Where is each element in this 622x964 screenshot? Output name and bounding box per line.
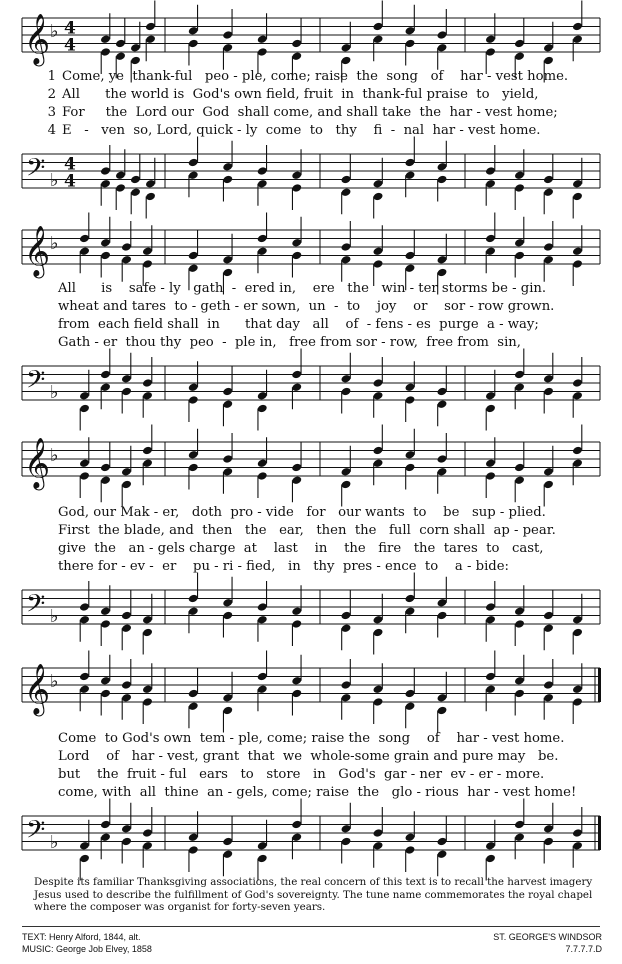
- svg-text:♭: ♭: [50, 170, 59, 191]
- svg-text:♭: ♭: [50, 606, 59, 627]
- svg-text:♭: ♭: [50, 832, 59, 853]
- lyric-line: God, our Mak - er, doth pro - vide for our wants to be sup - plied.: [58, 505, 546, 520]
- bass-staff-1: [0, 146, 622, 206]
- treble-staff-2: [0, 222, 622, 282]
- svg-text:♭: ♭: [50, 233, 59, 254]
- lyric-line: from each field shall in that day all of - fens - es purge a - way;: [58, 317, 539, 332]
- tune-name: ST. GEORGE'S WINDSOR: [493, 932, 602, 942]
- text-credit: TEXT: Henry Alford, 1844, alt.: [22, 932, 141, 942]
- lyric-line: 4 E - ven so, Lord, quick - ly come to thy fi - nal har - vest home.: [47, 123, 541, 138]
- credits: [22, 932, 602, 955]
- lyric-line: give the an - gels charge at last in the fire the tares to cast,: [58, 541, 544, 556]
- svg-text:4: 4: [64, 154, 76, 175]
- treble-staff-1: [0, 10, 622, 70]
- bass-staff-2: [0, 358, 622, 418]
- lyric-line: there for - ev - er pu - ri - fied, in thy pres - ence to a - bide:: [58, 559, 509, 574]
- lyric-line: 1 Come, ye thank-ful peo - ple, come; raise the song of har - vest home.: [47, 69, 569, 84]
- lyric-line: Gath - er thou thy peo - ple in, free from sor - row, free from sin,: [58, 335, 521, 350]
- divider: [22, 926, 600, 927]
- svg-text:♭: ♭: [50, 382, 59, 403]
- lyric-line: 2 All the world is God's own field, fruit in thank-ful praise to yield,: [47, 87, 539, 102]
- svg-text:♭: ♭: [50, 445, 59, 466]
- treble-staff-3: [0, 434, 622, 494]
- svg-text:4: 4: [64, 35, 76, 56]
- lyric-line: come, with all thine an - gels, come; raise the glo - rious har - vest home!: [58, 785, 577, 800]
- svg-text:♭: ♭: [50, 671, 59, 692]
- svg-text:4: 4: [64, 171, 76, 192]
- svg-text:𝄞: 𝄞: [24, 13, 51, 65]
- svg-text:𝄢: 𝄢: [26, 815, 46, 851]
- treble-staff-4: [0, 660, 622, 720]
- lyric-line: Lord of har - vest, grant that we whole-some grain and pure may be.: [58, 749, 559, 764]
- bass-staff-4: [0, 808, 622, 868]
- svg-text:𝄢: 𝄢: [26, 153, 46, 189]
- lyric-line: All is safe - ly gath - ered in, ere the win - ter storms be - gin.: [58, 281, 547, 296]
- svg-text:𝄢: 𝄢: [26, 589, 46, 625]
- svg-text:𝄞: 𝄞: [24, 225, 51, 277]
- meter: 7.7.7.7.D: [565, 943, 602, 954]
- svg-text:𝄞: 𝄞: [24, 663, 51, 715]
- lyric-line: but the fruit - ful ears to store in God's gar - ner ev - er - more.: [58, 767, 545, 782]
- svg-text:♭: ♭: [50, 21, 59, 42]
- svg-text:𝄞: 𝄞: [24, 437, 51, 489]
- hymn-note: Despite its familiar Thanksgiving associations, the real concern of this text is to recall the harvest imagery Jesus used to describe the fulfillment of God's sovereignty. The tune name commemorates the royal chapel where the composer was organist for forty-seven years.: [34, 876, 593, 913]
- bass-staff-3: [0, 582, 622, 642]
- music-credit: MUSIC: George Job Elvey, 1858: [22, 943, 152, 954]
- lyric-line: First the blade, and then the ear, then the full corn shall ap - pear.: [58, 523, 556, 538]
- lyric-line: Come to God's own tem - ple, come; raise the song of har - vest home.: [58, 731, 565, 746]
- lyric-line: wheat and tares to - geth - er sown, un - to joy or sor - row grown.: [58, 299, 555, 314]
- lyric-line: 3 For the Lord our God shall come, and shall take the har - vest home;: [47, 105, 558, 120]
- svg-text:𝄢: 𝄢: [26, 365, 46, 401]
- svg-text:4: 4: [64, 18, 76, 39]
